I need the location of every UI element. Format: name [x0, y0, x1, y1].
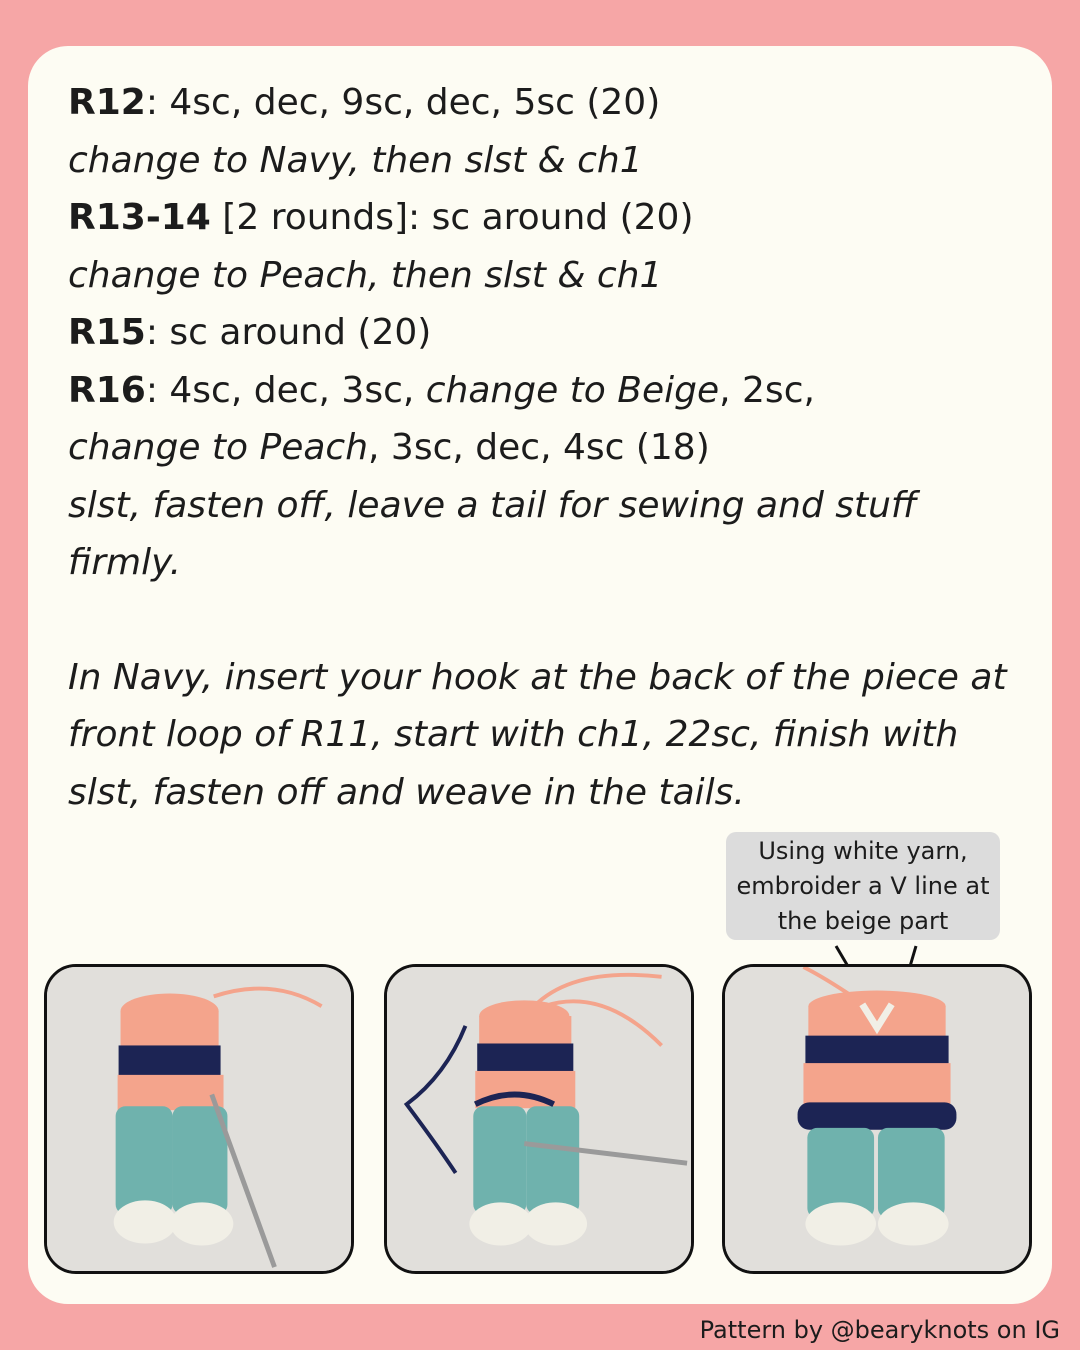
pattern-instructions — [68, 74, 1038, 821]
round-15 — [68, 304, 1038, 362]
color-change-peach: change to Peach, then slst & ch1 — [68, 254, 663, 296]
embroidery-callout: Using white yarn, embroider a V line at the beige part — [726, 832, 1000, 940]
step-photo-1 — [44, 964, 354, 1274]
round-label: R16 — [68, 369, 146, 411]
round-16: R16: 4sc, dec, 3sc, change to Beige, 2sc, — [68, 369, 815, 411]
round-label: R13-14 — [68, 197, 211, 238]
round-label: R15 — [68, 312, 146, 353]
color-change-navy: change to Navy, then slst & ch1 — [68, 139, 643, 181]
pattern-credit: Pattern by @bearyknots on IG — [699, 1316, 1060, 1344]
round-12 — [68, 74, 1038, 132]
round-text: : 4sc, dec, 9sc, dec, 5sc (20) — [145, 82, 661, 123]
round-16-continued: change to Peach, 3sc, dec, 4sc (18) — [68, 427, 710, 468]
round-text: [2 rounds]: sc around (20) — [210, 197, 694, 238]
crochet-piece-image — [387, 967, 691, 1271]
round-text: : sc around (20) — [145, 312, 432, 353]
step-photo-2 — [384, 964, 694, 1274]
crochet-piece-image — [725, 967, 1029, 1271]
round-label: R12 — [68, 82, 146, 123]
round-13-14 — [68, 189, 1038, 247]
step-photo-3 — [722, 964, 1032, 1274]
fasten-off-note: slst, fasten off, leave a tail for sewing and stuff firmly. — [68, 484, 917, 583]
crochet-piece-image — [47, 967, 351, 1271]
navy-edge-paragraph: In Navy, insert your hook at the back of the piece at front loop of R11, start with ch1, 22sc, finish with slst, fasten off and weave in the tails. — [68, 656, 1007, 813]
instruction-card — [28, 46, 1052, 1304]
